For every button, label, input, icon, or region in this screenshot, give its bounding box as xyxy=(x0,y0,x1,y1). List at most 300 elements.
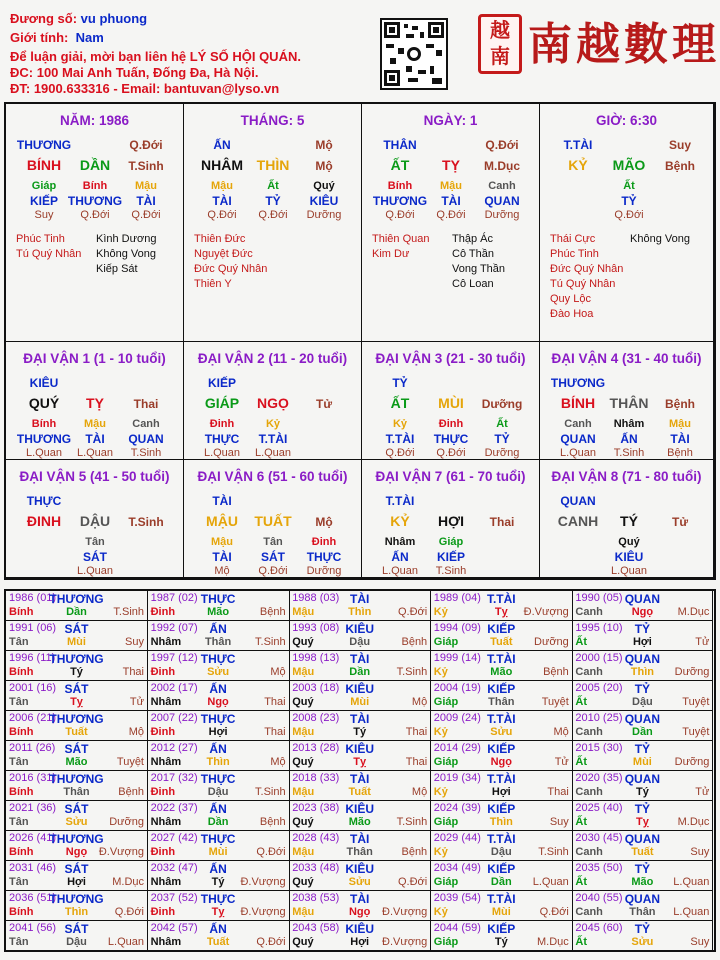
year-stem: Ất xyxy=(575,696,587,708)
year-branch: Mão xyxy=(348,816,371,828)
year-phase: Bệnh xyxy=(401,636,428,648)
year-cell xyxy=(289,891,431,921)
dai-van-title: ĐẠI VẬN 6 (51 - 60 tuổi) xyxy=(197,469,348,484)
year-ten-god: QUAN xyxy=(624,592,661,606)
year-phase: Mộ xyxy=(270,756,286,768)
hidden-stem: Mậu xyxy=(135,180,157,192)
year-phase: Mộ xyxy=(270,666,286,678)
bad-star: Kình Dương xyxy=(96,233,157,245)
year-branch: Dậu xyxy=(207,786,229,798)
hidden-ten-god: THƯƠNG xyxy=(16,432,72,446)
year-label: 2008 (23) xyxy=(292,712,340,724)
dai-van-ten-god: TÀI xyxy=(212,494,232,508)
dai-van-cell xyxy=(362,460,540,578)
year-branch: Thìn xyxy=(489,816,513,828)
hidden-ten-god: TỶ xyxy=(265,194,281,208)
year-label: 2037 (52) xyxy=(150,892,198,904)
year-stem: Kỷ xyxy=(433,906,448,918)
hidden-ten-god: THỰC xyxy=(204,432,240,446)
pillar-stem-branch: NHÂM xyxy=(201,157,243,173)
pillar-title: THÁNG: 5 xyxy=(240,113,305,128)
year-stem: Quý xyxy=(292,876,314,888)
year-label: 2003 (18) xyxy=(292,682,340,694)
hidden-stem: Ất xyxy=(267,180,279,192)
year-stem: Nhâm xyxy=(150,876,182,888)
hidden-phase: Q.Đới xyxy=(614,209,644,221)
year-stem: Canh xyxy=(575,666,603,678)
year-phase: Dưỡng xyxy=(109,816,144,828)
hidden-phase: Dưỡng xyxy=(306,209,342,221)
year-label: 1994 (09) xyxy=(433,622,481,634)
hidden-ten-god: SÁT xyxy=(261,550,285,564)
year-branch: Mão xyxy=(631,876,654,888)
year-stem: Nhâm xyxy=(150,756,182,768)
year-cell xyxy=(431,891,573,921)
year-branch: Thân xyxy=(629,906,656,918)
year-stem: Nhâm xyxy=(150,816,182,828)
bad-star: Cô Thần xyxy=(452,248,494,260)
dai-van-cell xyxy=(6,460,184,578)
hidden-ten-god: TÀI xyxy=(670,432,690,446)
year-cell xyxy=(289,801,431,831)
hidden-ten-god: ẤN xyxy=(391,550,409,564)
hidden-stem: Tân xyxy=(263,536,283,548)
year-branch: Dần xyxy=(66,606,87,618)
year-label: 2015 (30) xyxy=(575,742,623,754)
year-cell xyxy=(6,861,148,891)
hidden-phase: Dưỡng xyxy=(484,447,520,459)
year-label: 2021 (36) xyxy=(9,802,57,814)
year-stem: Nhâm xyxy=(150,936,182,948)
year-phase: L.Quan xyxy=(673,876,710,888)
hidden-phase: L.Quan xyxy=(25,447,63,459)
year-ten-god: THỰC xyxy=(200,892,236,906)
good-star: Thiên Y xyxy=(194,278,232,290)
year-phase: Bệnh xyxy=(259,606,286,618)
year-ten-god: TỶ xyxy=(634,742,651,756)
dai-van-stem-branch: MÙI xyxy=(438,395,464,411)
pillar-cell xyxy=(540,104,714,342)
good-star: Nguyệt Đức xyxy=(194,248,253,260)
year-cell xyxy=(148,591,290,621)
year-stem: Ất xyxy=(575,876,587,888)
hidden-stem: Mậu xyxy=(669,418,691,430)
year-stem: Giáp xyxy=(433,936,459,948)
dai-van-cell xyxy=(184,342,362,460)
year-stem: Giáp xyxy=(433,816,459,828)
year-label: 2017 (32) xyxy=(150,772,198,784)
year-phase: T.Sinh xyxy=(255,786,286,798)
year-label: 2006 (21) xyxy=(9,712,57,724)
year-ten-god: QUAN xyxy=(624,832,661,846)
good-star: Tú Quý Nhân xyxy=(16,248,82,260)
dai-van-stem-branch: BÍNH xyxy=(560,395,596,411)
year-label: 2018 (33) xyxy=(292,772,340,784)
year-label: 1995 (10) xyxy=(575,622,623,634)
year-branch: Hợi xyxy=(491,786,511,798)
year-cell xyxy=(148,861,290,891)
year-ten-god: SÁT xyxy=(64,922,89,936)
hidden-ten-god: TÀI xyxy=(212,194,232,208)
year-branch: Thân xyxy=(488,696,515,708)
pillar-ten-god: THÂN xyxy=(383,138,417,152)
pillar-phase: M.Dục xyxy=(484,159,520,173)
hidden-phase: Q.Đới xyxy=(258,565,288,577)
year-cell xyxy=(289,681,431,711)
year-branch: Mùi xyxy=(632,756,652,768)
year-branch: Tuất xyxy=(206,936,230,948)
year-phase: Thai xyxy=(547,786,569,798)
year-branch: Tý xyxy=(635,786,649,798)
year-stem: Ất xyxy=(575,936,587,948)
year-cell xyxy=(148,651,290,681)
year-label: 1993 (08) xyxy=(292,622,340,634)
hidden-phase: L.Quan xyxy=(203,447,241,459)
year-label: 2000 (15) xyxy=(575,652,623,664)
year-branch: Tỵ xyxy=(635,816,649,828)
dai-van-phase: Tử xyxy=(671,515,689,529)
year-ten-god: QUAN xyxy=(624,712,661,726)
year-phase: Tuyệt xyxy=(541,696,569,708)
pillar-phase: Mộ xyxy=(315,159,333,173)
hidden-ten-god: TÀI xyxy=(85,432,105,446)
year-phase: L.Quan xyxy=(673,906,710,918)
dai-van-phase: Tử xyxy=(315,397,333,411)
hidden-ten-god: TỶ xyxy=(621,194,637,208)
year-stem: Kỷ xyxy=(433,726,448,738)
year-phase: Mộ xyxy=(411,696,428,708)
year-phase: Thai xyxy=(405,756,428,768)
seal-stamp: 越南 xyxy=(478,14,522,74)
year-stem: Canh xyxy=(575,786,603,798)
year-label: 2045 (60) xyxy=(575,922,623,934)
pillar-phase: Mộ xyxy=(315,138,333,152)
year-cell xyxy=(6,771,148,801)
year-label: 2012 (27) xyxy=(150,742,198,754)
hidden-stem: Mậu xyxy=(211,536,233,548)
year-branch: Thìn xyxy=(206,756,230,768)
hidden-ten-god: QUAN xyxy=(128,432,164,446)
year-ten-god: ẤN xyxy=(209,922,227,936)
contact-line: Để luận giải, mời bạn liên hệ LÝ SỐ HỘI QUÁN. xyxy=(10,49,301,64)
year-branch: Ngọ xyxy=(348,906,371,918)
pillar-title: GIỜ: 6:30 xyxy=(595,113,658,128)
dai-van-stem-branch: MẬU xyxy=(206,513,238,529)
year-ten-god: KIẾP xyxy=(487,682,516,696)
hidden-phase: Q.Đới xyxy=(436,447,466,459)
year-cell xyxy=(431,621,573,651)
dai-van-title: ĐẠI VẬN 7 (61 - 70 tuổi) xyxy=(375,469,526,484)
year-ten-god: KIÊU xyxy=(345,802,375,816)
pillar-phase: T.Sinh xyxy=(128,159,164,173)
year-branch: Mùi xyxy=(208,846,228,858)
year-branch: Mùi xyxy=(491,906,511,918)
year-ten-god: T.TÀI xyxy=(486,832,516,846)
year-branch: Dậu xyxy=(490,846,512,858)
year-label: 2024 (39) xyxy=(433,802,481,814)
good-star: Thiên Quan xyxy=(372,233,430,245)
hidden-phase: L.Quan xyxy=(254,447,292,459)
hidden-phase: Q.Đới xyxy=(131,209,161,221)
year-phase: Tuyệt xyxy=(682,726,710,738)
dai-van-stem-branch: THÂN xyxy=(609,395,649,411)
year-ten-god: T.TÀI xyxy=(486,712,516,726)
year-branch: Thân xyxy=(204,636,232,648)
year-label: 2029 (44) xyxy=(433,832,481,844)
year-stem: Kỷ xyxy=(433,606,448,618)
year-cell xyxy=(572,591,713,621)
hidden-ten-god: QUAN xyxy=(560,432,596,446)
year-cell xyxy=(572,711,713,741)
year-stem: Ất xyxy=(575,756,587,768)
year-branch: Thân xyxy=(346,846,373,858)
year-stem: Canh xyxy=(575,846,603,858)
year-stem: Quý xyxy=(292,936,314,948)
hidden-phase: T.Sinh xyxy=(613,447,645,459)
year-stem: Giáp xyxy=(433,756,459,768)
year-stem: Quý xyxy=(292,756,314,768)
year-stem: Tân xyxy=(9,876,29,888)
year-ten-god: KIÊU xyxy=(345,922,375,936)
year-cell xyxy=(431,921,573,951)
hidden-phase: Q.Đới xyxy=(385,447,415,459)
year-phase: Mộ xyxy=(411,786,428,798)
year-branch: Dậu xyxy=(66,936,87,948)
hidden-ten-god: ẤN xyxy=(620,432,638,446)
dai-van-ten-god: T.TÀI xyxy=(385,494,415,508)
year-ten-god: THỰC xyxy=(200,592,236,606)
dai-van-title: ĐẠI VẬN 2 (11 - 20 tuổi) xyxy=(197,351,348,366)
year-phase: Bệnh xyxy=(259,816,286,828)
good-star: Đức Quý Nhân xyxy=(550,263,624,275)
dai-van-title: ĐẠI VẬN 4 (31 - 40 tuổi) xyxy=(551,351,702,366)
year-phase: Suy xyxy=(549,816,569,828)
hidden-phase: Mộ xyxy=(214,565,230,577)
year-ten-god: THƯƠNG xyxy=(49,772,104,786)
year-ten-god: TÀI xyxy=(350,712,370,726)
year-phase: Thai xyxy=(122,666,144,678)
year-branch: Sửu xyxy=(65,816,88,828)
pillar-ten-god: T.TÀI xyxy=(563,138,593,152)
hidden-stem: Canh xyxy=(564,418,592,430)
year-ten-god: TÀI xyxy=(350,892,370,906)
year-branch: Ngọ xyxy=(631,606,654,618)
year-cell xyxy=(6,651,148,681)
year-cell xyxy=(148,921,290,951)
year-cell xyxy=(431,651,573,681)
hidden-stem: Tân xyxy=(85,536,105,548)
dai-van-ten-god: THỰC xyxy=(26,494,62,508)
hidden-stem: Canh xyxy=(132,418,160,430)
year-ten-god: TÀI xyxy=(350,832,370,846)
year-ten-god: TÀI xyxy=(350,592,370,606)
year-branch: Tý xyxy=(353,726,367,738)
dai-van-phase: Mộ xyxy=(315,515,333,529)
pillar-stem-branch: TỴ xyxy=(442,157,460,173)
year-label: 1998 (13) xyxy=(292,652,340,664)
dai-van-cell xyxy=(540,342,714,460)
year-phase: T.Sinh xyxy=(255,636,286,648)
year-cell xyxy=(6,891,148,921)
dai-van-stem-branch: CANH xyxy=(557,513,599,529)
year-stem: Bính xyxy=(9,906,34,918)
dai-van-phase: Bệnh xyxy=(665,397,695,411)
dai-van-cell xyxy=(362,342,540,460)
year-stem: Đinh xyxy=(150,906,176,918)
year-cell xyxy=(6,681,148,711)
gender-line: Giới tính: Nam xyxy=(10,30,104,45)
year-stem: Giáp xyxy=(433,696,459,708)
hidden-phase: Q.Đới xyxy=(80,209,110,221)
pillar-cell xyxy=(362,104,540,342)
good-star: Đào Hoa xyxy=(550,308,594,320)
year-stem: Tân xyxy=(9,936,29,948)
bad-star: Cô Loan xyxy=(452,278,494,290)
hidden-ten-god: TỶ xyxy=(494,432,510,446)
year-label: 2001 (16) xyxy=(9,682,57,694)
year-cell xyxy=(431,831,573,861)
dai-van-title: ĐẠI VẬN 8 (71 - 80 tuổi) xyxy=(551,469,702,484)
hidden-stem: Quý xyxy=(618,536,640,548)
hidden-phase: L.Quan xyxy=(610,565,648,577)
year-phase: Suy xyxy=(125,636,144,648)
year-ten-god: THƯƠNG xyxy=(49,832,104,846)
year-ten-god: T.TÀI xyxy=(486,592,516,606)
year-cell xyxy=(6,621,148,651)
year-phase: Mộ xyxy=(128,726,144,738)
dai-van-title: ĐẠI VẬN 1 (1 - 10 tuổi) xyxy=(23,351,166,366)
year-branch: Ngọ xyxy=(65,846,88,858)
year-branch: Thìn xyxy=(630,666,654,678)
dai-van-stem-branch: TÝ xyxy=(620,513,638,529)
year-cell xyxy=(572,621,713,651)
hidden-phase: Dưỡng xyxy=(484,209,520,221)
hidden-stem: Nhâm xyxy=(384,536,416,548)
year-cell xyxy=(572,651,713,681)
year-label: 2030 (45) xyxy=(575,832,623,844)
year-phase: T.Sinh xyxy=(113,606,144,618)
year-stem: Mậu xyxy=(292,786,315,798)
year-ten-god: QUAN xyxy=(624,892,661,906)
dai-van-stem-branch: DẬU xyxy=(79,513,111,529)
hidden-phase: Dưỡng xyxy=(306,565,342,577)
year-cell xyxy=(572,741,713,771)
year-cell xyxy=(431,771,573,801)
year-branch: Tuất xyxy=(631,846,654,858)
year-cell xyxy=(6,801,148,831)
year-phase: M.Dục xyxy=(677,816,710,828)
year-ten-god: QUAN xyxy=(624,652,661,666)
year-phase: T.Sinh xyxy=(538,846,569,858)
year-ten-god: T.TÀI xyxy=(486,772,516,786)
year-phase: M.Dục xyxy=(677,606,710,618)
dai-van-cell xyxy=(540,460,714,578)
year-phase: Q.Đới xyxy=(397,876,428,888)
pillar-stem-branch: KỶ xyxy=(568,157,588,173)
year-phase: Suy xyxy=(690,936,710,948)
year-cell xyxy=(572,771,713,801)
year-label: 2009 (24) xyxy=(433,712,481,724)
hidden-stem: Kỷ xyxy=(265,418,281,430)
year-branch: Tỵ xyxy=(353,756,367,768)
pillar-ten-god: ẤN xyxy=(213,138,231,152)
year-stem: Bính xyxy=(9,606,34,618)
year-ten-god: TÀI xyxy=(350,772,370,786)
year-branch: Mùi xyxy=(350,696,370,708)
year-cell xyxy=(431,861,573,891)
year-stem: Ất xyxy=(575,636,587,648)
year-ten-god: KIÊU xyxy=(345,862,375,876)
year-ten-god: KIÊU xyxy=(345,682,375,696)
year-stem: Mậu xyxy=(292,726,315,738)
year-label: 2027 (42) xyxy=(150,832,198,844)
year-stem: Ất xyxy=(575,816,587,828)
dai-van-stem-branch: TUẤT xyxy=(254,513,292,529)
year-ten-god: ẤN xyxy=(209,682,227,696)
year-ten-god: ẤN xyxy=(209,622,227,636)
year-label: 2042 (57) xyxy=(150,922,198,934)
good-star: Phúc Tinh xyxy=(16,233,65,245)
year-branch: Dần xyxy=(207,816,229,828)
dai-van-stem-branch: TỴ xyxy=(86,395,104,411)
year-phase: Q.Đới xyxy=(397,606,428,618)
hidden-stem: Ất xyxy=(623,180,635,192)
year-label: 2025 (40) xyxy=(575,802,623,814)
year-ten-god: ẤN xyxy=(209,742,227,756)
year-ten-god: TỶ xyxy=(634,682,651,696)
hidden-stem: Quý xyxy=(313,180,335,192)
year-stem: Nhâm xyxy=(150,696,182,708)
dai-van-title: ĐẠI VẬN 3 (21 - 30 tuổi) xyxy=(375,351,526,366)
year-phase: M.Dục xyxy=(112,876,144,888)
year-ten-god: KIẾP xyxy=(487,802,516,816)
year-branch: Mão xyxy=(207,606,230,618)
year-stem: Canh xyxy=(575,726,603,738)
year-cell xyxy=(148,891,290,921)
bad-star: Thập Ác xyxy=(452,233,493,245)
year-branch: Thân xyxy=(63,786,90,798)
good-star: Thái Cực xyxy=(550,233,596,245)
hidden-ten-god: THỰC xyxy=(433,432,469,446)
hidden-ten-god: TÀI xyxy=(212,550,232,564)
year-label: 1997 (12) xyxy=(150,652,198,664)
year-cell xyxy=(431,681,573,711)
brand-logo: 南越數理 xyxy=(528,19,720,70)
year-phase: Q.Đới xyxy=(539,906,569,918)
hidden-stem: Bính xyxy=(31,418,57,430)
year-ten-god: KIẾP xyxy=(487,862,516,876)
year-label: 1991 (06) xyxy=(9,622,57,634)
year-stem: Bính xyxy=(9,786,34,798)
pillar-cell xyxy=(6,104,184,342)
year-phase: Dưỡng xyxy=(674,666,710,678)
year-branch: Dần xyxy=(632,726,653,738)
pillar-phase: Q.Đới xyxy=(485,138,519,152)
hidden-phase: Suy xyxy=(34,209,54,221)
year-ten-god: KIẾP xyxy=(487,622,516,636)
year-branch: Thìn xyxy=(64,906,89,918)
year-stem: Mậu xyxy=(292,606,315,618)
year-branch: Sửu xyxy=(631,936,654,948)
year-ten-god: TỶ xyxy=(634,862,651,876)
hidden-phase: L.Quan xyxy=(76,447,114,459)
year-ten-god: THƯƠNG xyxy=(49,592,104,606)
dai-van-cell xyxy=(184,460,362,578)
year-label: 2022 (37) xyxy=(150,802,198,814)
year-ten-god: THỰC xyxy=(200,832,236,846)
year-label: 2034 (49) xyxy=(433,862,481,874)
year-label: 2020 (35) xyxy=(575,772,623,784)
